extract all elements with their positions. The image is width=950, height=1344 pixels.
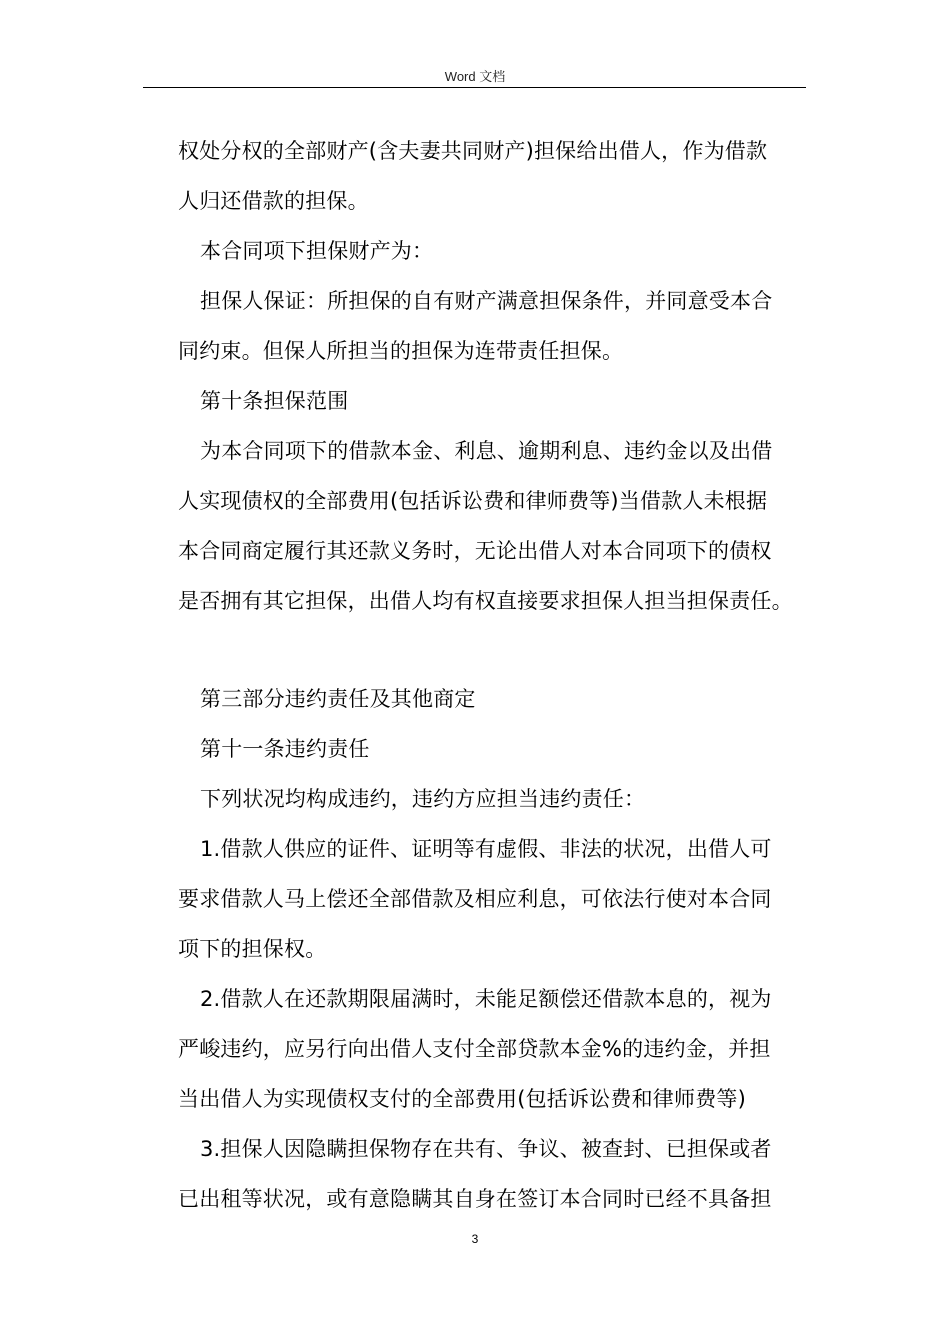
body-line: 权处分权的全部财产(含夫妻共同财产)担保给出借人，作为借款 <box>178 139 768 163</box>
list-item-line: 3.担保人因隐瞒担保物存在共有、争议、被查封、已担保或者 <box>200 1137 772 1161</box>
running-header: Word 文档 <box>444 69 506 84</box>
body-line: 同约束。但保人所担当的担保为连带责任担保。 <box>178 339 624 363</box>
body-line: 人实现债权的全部费用(包括诉讼费和律师费等)当借款人未根据 <box>178 489 768 513</box>
body-line: 本合同项下担保财产为： <box>200 239 434 263</box>
list-item-line: 当出借人为实现债权支付的全部费用(包括诉讼费和律师费等) <box>178 1087 746 1111</box>
list-item-line: 严峻违约，应另行向出借人支付全部贷款本金%的违约金，并担 <box>178 1037 771 1061</box>
list-item-line: 2.借款人在还款期限届满时，未能足额偿还借款本息的，视为 <box>200 987 772 1011</box>
header-divider <box>143 87 806 88</box>
body-line: 担保人保证：所担保的自有财产满意担保条件，并同意受本合 <box>200 289 773 313</box>
list-item-line: 已出租等状况，或有意隐瞒其自身在签订本合同时已经不具备担 <box>178 1187 772 1211</box>
section-heading: 第十一条违约责任 <box>200 737 370 761</box>
body-line: 是否拥有其它担保，出借人均有权直接要求担保人担当担保责任。 <box>178 589 793 613</box>
page-number: 3 <box>471 1232 479 1246</box>
body-line: 下列状况均构成违约，违约方应担当违约责任： <box>200 787 646 811</box>
body-line: 本合同商定履行其还款义务时，无论出借人对本合同项下的债权 <box>178 539 772 563</box>
list-item-line: 要求借款人马上偿还全部借款及相应利息，可依法行使对本合同 <box>178 887 772 911</box>
section-heading: 第十条担保范围 <box>200 389 349 413</box>
body-line: 为本合同项下的借款本金、利息、逾期利息、违约金以及出借 <box>200 439 773 463</box>
list-item-line: 1.借款人供应的证件、证明等有虚假、非法的状况，出借人可 <box>200 837 772 861</box>
part-heading: 第三部分违约责任及其他商定 <box>200 687 476 711</box>
body-line: 人归还借款的担保。 <box>178 189 369 213</box>
list-item-line: 项下的担保权。 <box>178 937 327 961</box>
